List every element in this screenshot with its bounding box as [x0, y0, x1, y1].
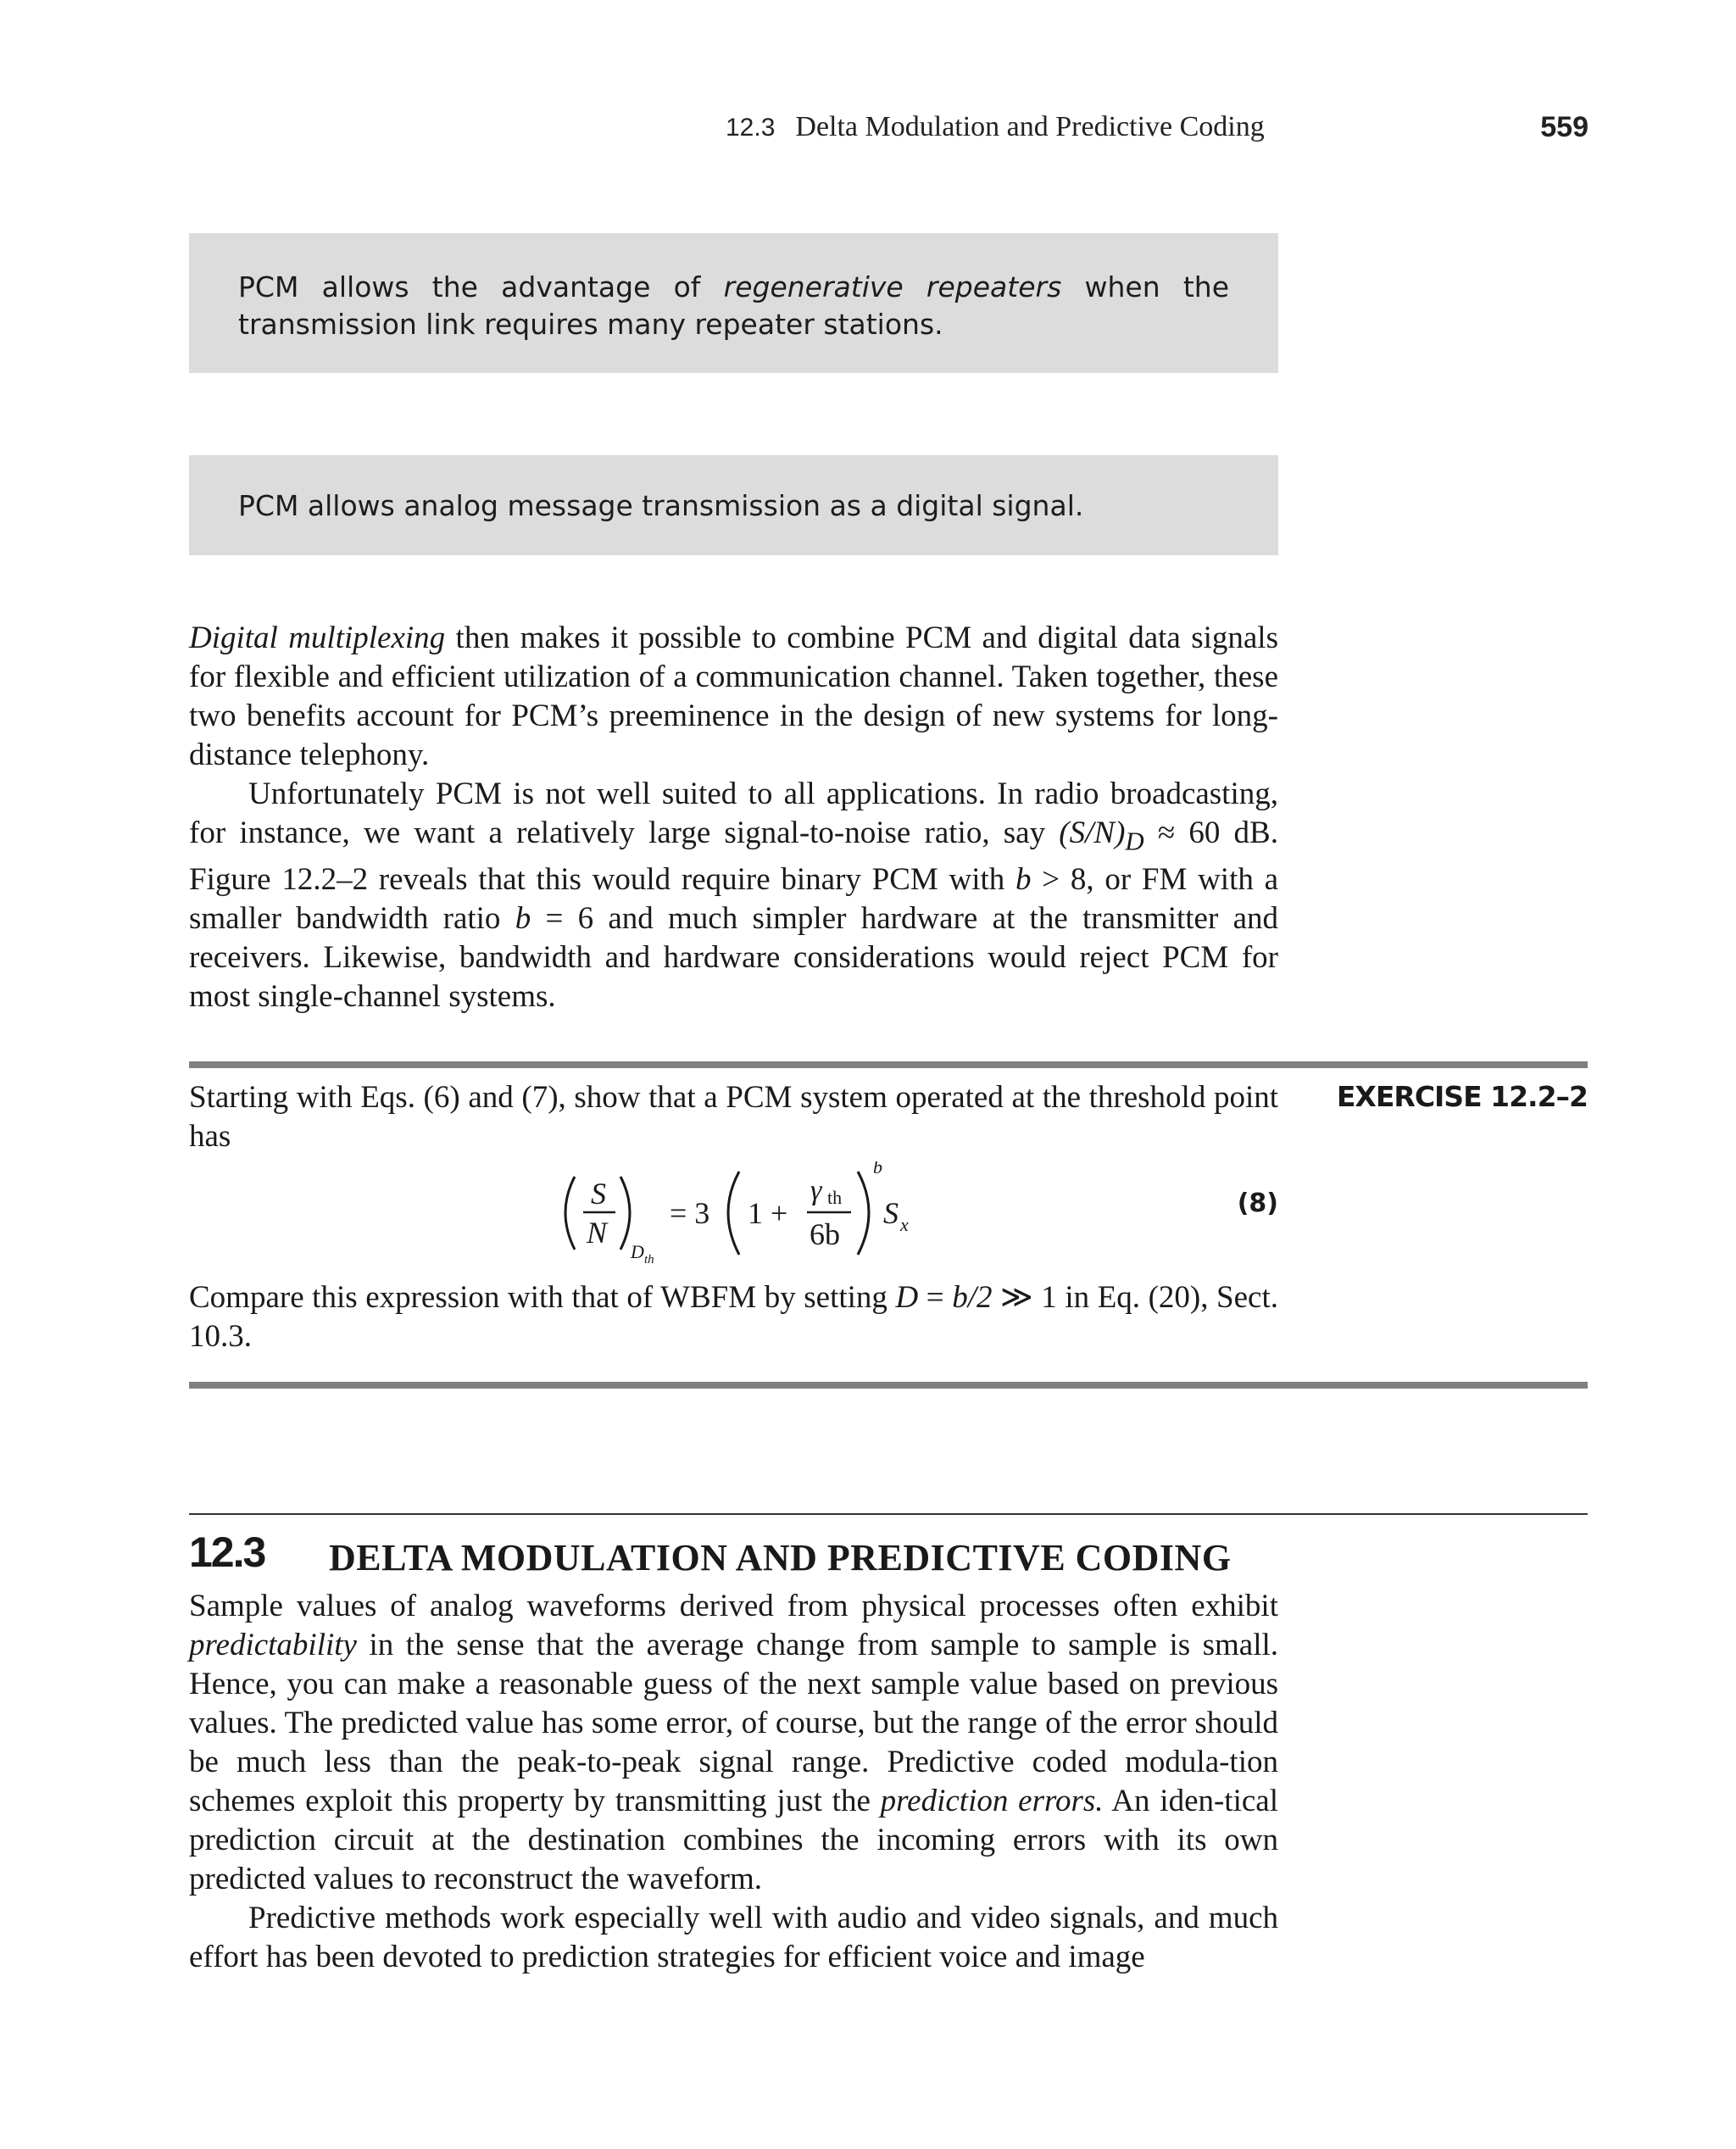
eq-one-plus: 1 + — [748, 1196, 788, 1230]
callout-emphasis: regenerative repeaters — [723, 270, 1062, 303]
paragraph-text: An iden-tical prediction circuit at the destination combines the incoming errors with its own predicted values to reconstruct the waveform. — [189, 1784, 1278, 1896]
term-emphasis: prediction errors. — [880, 1784, 1104, 1818]
paragraph-text: then makes it possible to combine PCM and digital data signals for flexible and efficient utilization of a communication channel. Taken together, these two benefits account for PCM’s preeminence in the design of new systems for long-distance telephony. — [189, 621, 1278, 772]
eq-lhs-denominator: N — [587, 1216, 608, 1250]
section-rule — [189, 1513, 1588, 1515]
paragraph-text: Unfortunately PCM is not well suited to all applications. In radio broadcasting, for instance, we want a relatively large signal-to-noise ratio, say — [189, 777, 1278, 850]
term-emphasis: predictability — [189, 1628, 357, 1662]
running-head-section-number: 12.3 — [726, 114, 776, 142]
callout-text: PCM allows analog message transmission as a digital signal. — [238, 489, 1084, 522]
callout-text: PCM allows the advantage of — [238, 270, 724, 303]
callout-text: when the transmission link requires many repeater stations. — [238, 270, 1229, 341]
equation-number: (8) — [1237, 1189, 1278, 1218]
exercise-top-rule — [189, 1061, 1588, 1068]
paragraph-text: in the sense that the average change from sample to sample is small. Hence, you can make a reasonable guess of the next sample value based on previous values. The predicted value has some error, of course, but the range of the error should be much less than the peak-to-peak signal range. Predictive coded modula-tion schemes exploit this property by transmitting just the — [189, 1628, 1278, 1818]
exercise-prompt: Starting with Eqs. (6) and (7), show that a PCM system operated at the threshold point has — [189, 1080, 1278, 1154]
eq-tail: S — [883, 1196, 899, 1230]
eq-lhs-numerator: S — [591, 1177, 606, 1211]
math-subscript: D — [1125, 827, 1144, 856]
paragraph-text: = — [918, 1280, 953, 1315]
exercise-label: EXERCISE 12.2–2 — [1336, 1080, 1588, 1113]
math-var: b — [1015, 862, 1032, 898]
callout-regenerative-repeaters — [189, 233, 1278, 373]
paragraph — [189, 619, 1278, 775]
eq-frac-denominator: 6b — [810, 1217, 840, 1251]
paragraph-text: ≈ 60 dB. Figure 12.2–2 reveals that this would require binary PCM with — [189, 816, 1278, 898]
math-var: b — [515, 901, 531, 937]
page-number: 559 — [1540, 111, 1589, 143]
exercise-bottom-rule — [189, 1382, 1588, 1389]
eq-frac-numerator: γ — [810, 1175, 822, 1206]
paragraph-text: Sample values of analog waveforms derived from physical processes often exhibit — [189, 1589, 1278, 1623]
body-paragraphs-pcm — [189, 619, 1278, 1016]
section-heading — [189, 1526, 1588, 1585]
eq-frac-numerator-sub: th — [827, 1187, 843, 1208]
paragraph — [189, 1587, 1278, 1899]
running-head-title: Delta Modulation and Predictive Coding — [795, 111, 1265, 142]
paragraph: Predictive methods work especially well with audio and video signals, and much effort has been devoted to prediction strategies for efficient voice and image — [189, 1901, 1278, 1974]
math-fraction: b/2 — [952, 1280, 993, 1315]
eq-tail-subscript: x — [900, 1214, 909, 1235]
math-snr: (S/N) — [1059, 816, 1126, 850]
math-var: D — [895, 1280, 919, 1315]
equation-8 — [551, 1161, 975, 1263]
paragraph-text: > 8, or FM with a smaller bandwidth ratio — [189, 862, 1278, 937]
eq-lhs-subscript: D — [631, 1241, 644, 1262]
eq-equals-three: = 3 — [670, 1196, 710, 1230]
paragraph-text: = 6 and much simpler hardware at the transmitter and receivers. Likewise, bandwidth and hardware considerations would reject PCM for most single-channel systems. — [189, 901, 1278, 1015]
section-title: DELTA MODULATION AND PREDICTIVE CODING — [329, 1537, 1232, 1578]
exercise-followup — [189, 1278, 1278, 1356]
running-head — [726, 109, 1589, 147]
section-number: 12.3 — [189, 1528, 265, 1576]
paragraph-text: Compare this expression with that of WBFM by setting — [189, 1280, 896, 1315]
paragraph-text: ≫ 1 in Eq. (20), Sect. 10.3. — [189, 1280, 1278, 1354]
eq-exponent: b — [873, 1161, 882, 1177]
body-paragraphs-predictive — [189, 1587, 1278, 1977]
callout-digital-signal — [189, 455, 1278, 555]
eq-lhs-subsubscript: th — [644, 1253, 654, 1263]
paragraph — [189, 775, 1278, 1016]
term-emphasis: Digital multiplexing — [189, 621, 446, 655]
